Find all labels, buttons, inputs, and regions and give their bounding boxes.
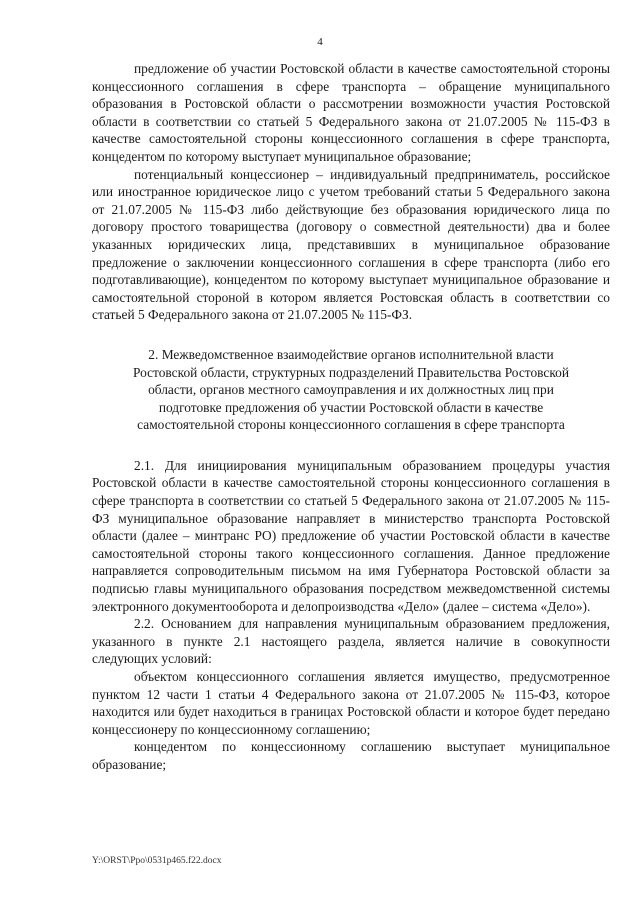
document-body — [92, 60, 610, 774]
section-heading-line: 2. Межведомственное взаимодействие органов исполнительной власти — [148, 346, 554, 362]
paragraph-condition-grantor: концедентом по концессионному соглашению выступает муниципальное образование; — [92, 739, 610, 772]
paragraph-2-1: 2.1. Для инициирования муниципальным образованием процедуры участия Ростовской области в качестве самостоятельной стороны концессионного соглашения в сфере транспорта в соответствии со статьей 5 Федерального закона от 21.07.2005 № 115-ФЗ муниципальное образование направляет в министерство транспорта Ростовской области (далее – минтранс РО) предложение об участии Ростовской области в качестве самостоятельной стороны такого концессионного соглашения. Данное предложение направляется сопроводительным письмом на имя Губернатора Ростовской области за подписью главы муниципального образования посредством межведомственной системы электронного документооборота и делопроизводства «Дело» (далее – система «Дело»). — [92, 457, 610, 614]
paragraph-definition-proposal: предложение об участии Ростовской области в качестве самостоятельной стороны концессионного соглашения в сфере транспорта – обращение муниципального образования в Ростовской области о рассмотрении возможности участия Ростовской области в соответствии со статьей 5 Федерального закона от 21.07.2005 № 115-ФЗ в качестве самостоятельной стороны концессионного соглашения в сфере транспорта, концедентом по которому выступает муниципальное образование; — [92, 61, 610, 164]
section-heading-line: области, органов местного самоуправления и их должностных лиц при — [148, 382, 554, 398]
paragraph-2-2: 2.2. Основанием для направления муниципальным образованием предложения, указанного в пункте 2.1 настоящего раздела, является наличие в совокупности следующих условий: — [92, 616, 610, 667]
section-heading-line: подготовке предложения об участии Ростовской области в качестве — [158, 399, 544, 415]
section-heading — [92, 346, 610, 434]
page-number: 4 — [317, 36, 323, 48]
section-heading-line: Ростовской области, структурных подразделений Правительства Ростовской — [132, 364, 570, 380]
paragraph-definition-concessionaire: потенциальный концессионер – индивидуальный предприниматель, российское или иностранное юридическое лицо с учетом требований статьи 5 Федерального закона от 21.07.2005 № 115-ФЗ либо действующие без образования юридического лица по договору простого товарищества (договору о совместной деятельности) два и более указанных юридических лица, представивших в муниципальное образование предложение о заключении концессионного соглашения в сфере транспорта (либо его подготавливающие), концедентом по которому выступает муниципальное образование и самостоятельной стороной в котором является Ростовская область в соответствии со статьей 5 Федерального закона от 21.07.2005 № 115-ФЗ. — [92, 166, 610, 323]
section-heading-line: самостоятельной стороны концессионного соглашения в сфере транспорта — [137, 417, 565, 433]
file-path-footer: Y:\ORST\Ppo\0531p465.f22.docx — [92, 856, 222, 866]
paragraph-condition-object: объектом концессионного соглашения является имущество, предусмотренное пунктом 12 части 1 статьи 4 Федерального закона от 21.07.2005 № 115-ФЗ, которое находится или будет находиться в границах Ростовской области и которое будет передано концессионеру по концессионному соглашению; — [92, 669, 610, 737]
